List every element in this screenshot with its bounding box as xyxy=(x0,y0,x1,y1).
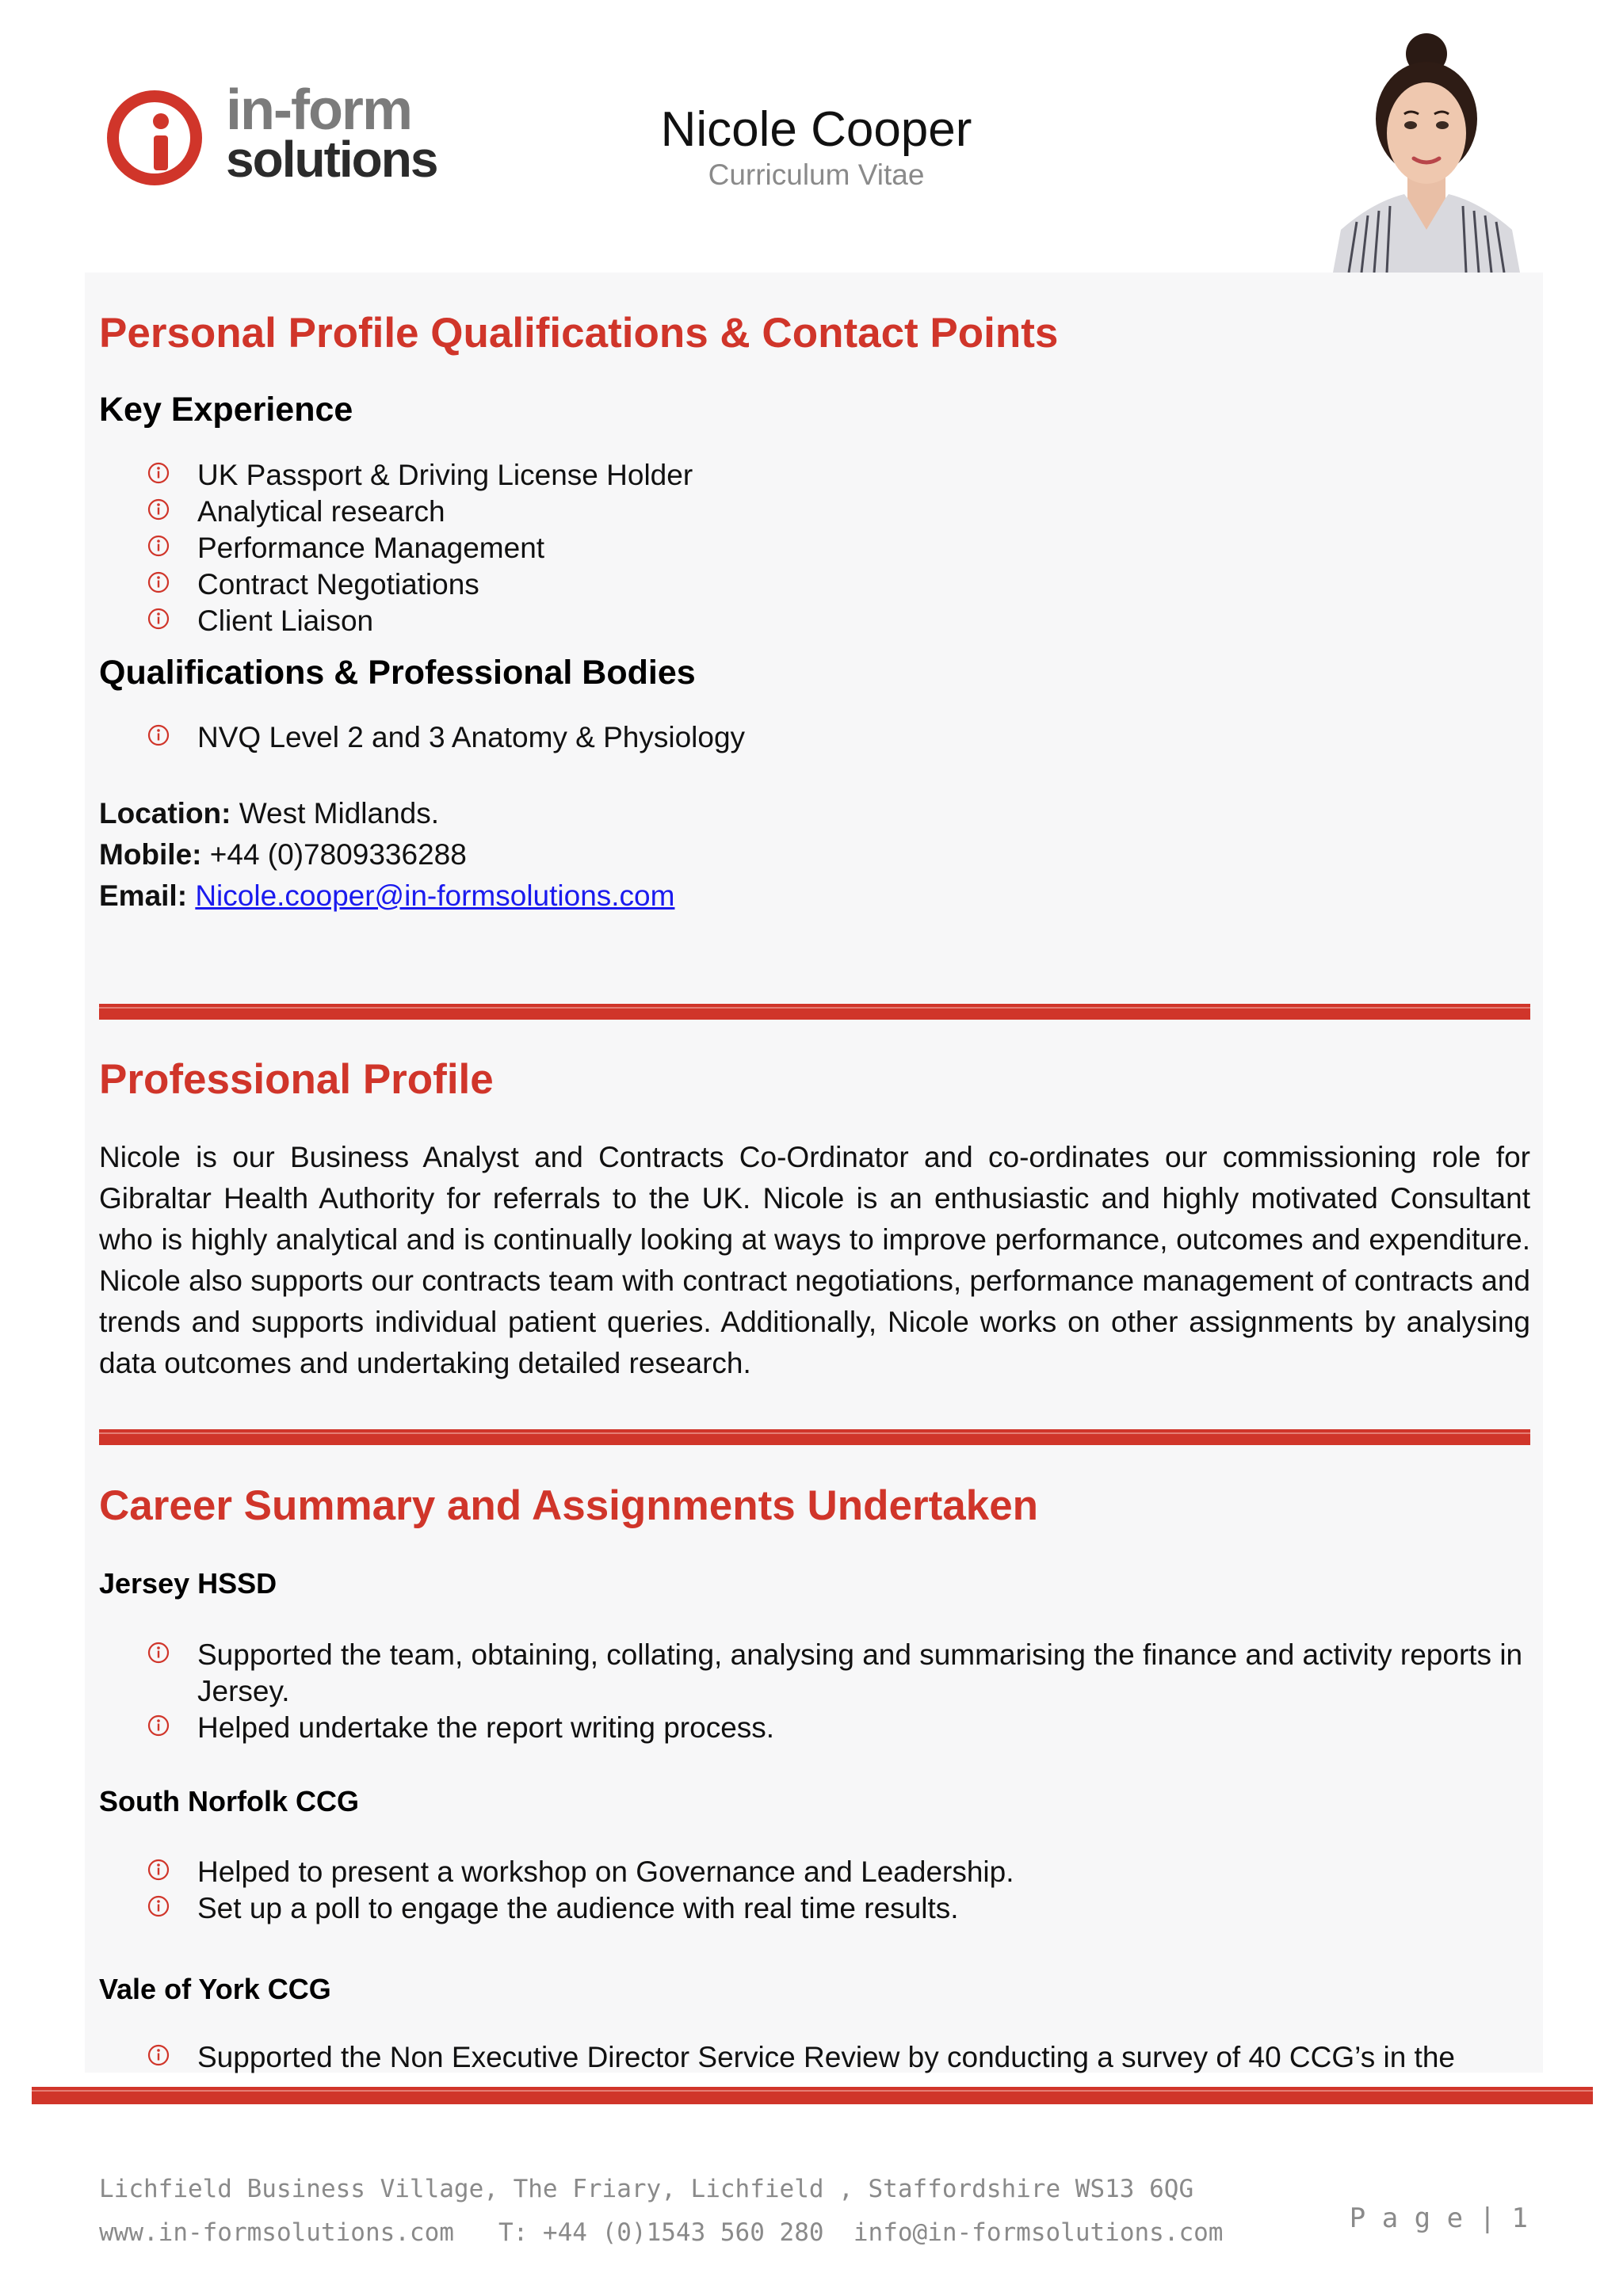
info-circle-icon xyxy=(147,461,170,485)
list-item: UK Passport & Driving License Holder xyxy=(147,457,1529,494)
email-link[interactable]: Nicole.cooper@in-formsolutions.com xyxy=(195,879,675,912)
job-items-jersey xyxy=(147,1637,1529,1746)
footer-address: Lichfield Business Village, The Friary, Lichfield , Staffordshire WS13 6QG xyxy=(99,2175,1194,2203)
info-circle-icon xyxy=(147,534,170,558)
list-item: Set up a poll to engage the audience with real time results. xyxy=(147,1890,1529,1927)
job-org-jersey: Jersey HSSD xyxy=(99,1567,277,1600)
section-divider xyxy=(99,1429,1530,1445)
professional-profile-text: Nicole is our Business Analyst and Contracts Co-Ordinator and co-ordinates our commissioning role for Gibraltar Health Authority for referrals to the UK. Nicole is an enthusiastic and highly motivated Consultant who is highly analytical and is continually looking at ways to improve performance, outcomes and expenditure. Nicole also supports our contracts team with contract negotiations, performance management of contracts and trends and supports individual patient queries. Additionally, Nicole works on other assignments by analysing data outcomes and undertaking detailed research. xyxy=(99,1141,1530,1379)
info-circle-icon xyxy=(147,1858,170,1882)
info-circle-icon xyxy=(147,723,170,747)
logo-wordmark xyxy=(226,78,437,188)
section-divider xyxy=(99,1004,1530,1020)
key-experience-list xyxy=(147,457,1529,639)
info-circle-icon xyxy=(147,1714,170,1737)
info-circle-icon xyxy=(147,2043,170,2067)
job-items-south-norfolk xyxy=(147,1854,1529,1927)
list-item: Helped undertake the report writing process. xyxy=(147,1710,1529,1746)
candidate-name: Nicole Cooper xyxy=(660,102,972,157)
info-circle-icon xyxy=(147,570,170,594)
list-item: Supported the Non Executive Director Service Review by conducting a survey of 40 CCG’s in the xyxy=(147,2039,1529,2076)
job-items-vale-of-york xyxy=(147,2039,1529,2076)
footer-contact xyxy=(99,2218,1223,2247)
info-i-logo-icon xyxy=(107,90,202,185)
contact-mobile: Mobile: +44 (0)7809336288 xyxy=(99,838,467,871)
job-org-south-norfolk: South Norfolk CCG xyxy=(99,1785,359,1817)
section-title-professional-profile: Professional Profile xyxy=(99,1056,494,1103)
info-circle-icon xyxy=(147,1894,170,1918)
contact-email: Email: Nicole.cooper@in-formsolutions.com xyxy=(99,879,675,912)
company-logo xyxy=(107,78,440,204)
heading-key-experience: Key Experience xyxy=(99,391,353,429)
list-item: Contract Negotiations xyxy=(147,566,1529,603)
info-circle-icon xyxy=(147,1641,170,1665)
qualifications-list xyxy=(147,719,1529,756)
info-circle-icon xyxy=(147,498,170,521)
list-item: Helped to present a workshop on Governance and Leadership. xyxy=(147,1854,1529,1890)
footer-email[interactable]: info@in-formsolutions.com xyxy=(853,2218,1224,2247)
list-item: Supported the team, obtaining, collating, analysing and summarising the finance and activity reports in Jersey. xyxy=(147,1637,1529,1710)
section-title-personal-profile: Personal Profile Qualifications & Contact Points xyxy=(99,310,1059,357)
heading-qualifications: Qualifications & Professional Bodies xyxy=(99,654,696,692)
info-circle-icon xyxy=(147,607,170,631)
job-org-vale-of-york: Vale of York CCG xyxy=(99,1973,331,2005)
footer-phone: T: +44 (0)1543 560 280 xyxy=(498,2218,824,2247)
section-title-career-summary: Career Summary and Assignments Undertaken xyxy=(99,1482,1039,1529)
list-item: Analytical research xyxy=(147,494,1529,530)
page-number: P a g e | 1 xyxy=(1349,2203,1528,2234)
list-item: Client Liaison xyxy=(147,603,1529,639)
logo-line-1: in-form xyxy=(226,78,411,142)
list-item: Performance Management xyxy=(147,530,1529,566)
logo-line-2: solutions xyxy=(226,131,437,188)
footer-website[interactable]: www.in-formsolutions.com xyxy=(99,2218,454,2247)
profile-photo xyxy=(1325,32,1528,273)
document-subtitle: Curriculum Vitae xyxy=(708,158,925,191)
list-item: NVQ Level 2 and 3 Anatomy & Physiology xyxy=(147,719,1529,756)
footer-divider xyxy=(32,2087,1593,2104)
contact-location: Location: West Midlands. xyxy=(99,797,440,830)
